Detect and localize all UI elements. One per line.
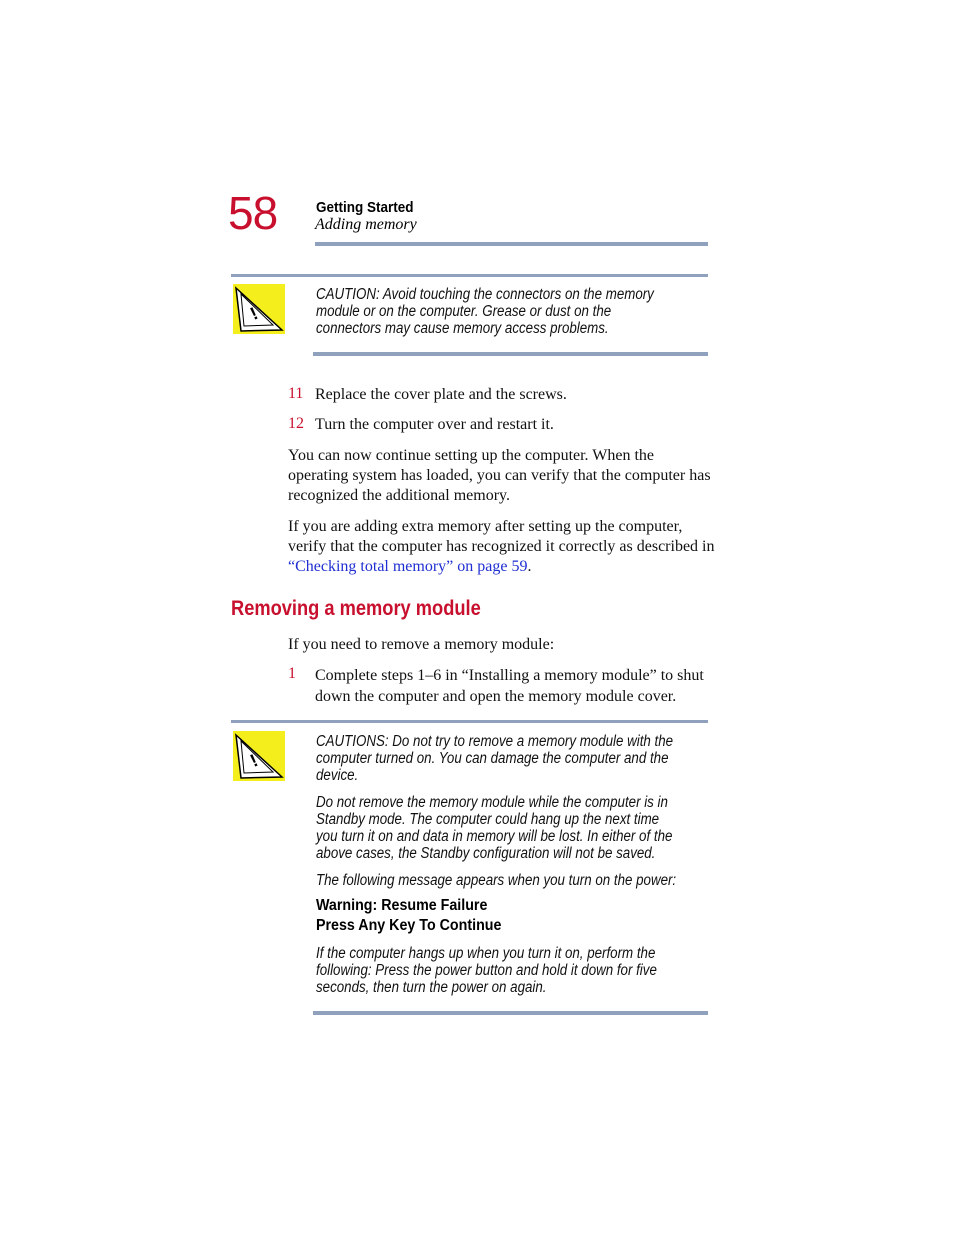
caution-top-rule [231, 274, 708, 277]
caution-line: following: Press the power button and hold it down for five [316, 962, 657, 979]
paragraph-line: recognized the additional memory. [288, 487, 510, 504]
caution-line: you turn it on and data in memory will be lost. In either of the [316, 828, 673, 845]
caution-line: above cases, the Standby configuration will not be saved. [316, 845, 656, 862]
caution-text [316, 733, 694, 784]
paragraph [288, 517, 718, 577]
paragraph [288, 446, 718, 506]
paragraph-line: You can now continue setting up the computer. When the [288, 447, 655, 464]
step-text [315, 665, 715, 707]
caution-line: device. [316, 767, 359, 784]
step-number: 12 [288, 415, 304, 432]
caution-line: Do not remove the memory module while the computer is in [316, 794, 668, 811]
paragraph-line [288, 557, 718, 577]
step-line: down the computer and open the memory module cover. [315, 688, 677, 705]
caution-bottom-rule [313, 1011, 708, 1015]
caution-line: module or on the computer. Grease or dust on the [316, 303, 612, 320]
paragraph-line: If you are adding extra memory after setting up the computer, [288, 518, 683, 535]
caution-line: computer turned on. You can damage the computer and the [316, 750, 669, 767]
cross-reference-link[interactable]: “Checking total memory” on page 59 [288, 558, 528, 575]
paragraph-line: operating system has loaded, you can verify that the computer has [288, 467, 711, 484]
svg-text:!: ! [246, 303, 261, 324]
caution-line: CAUTIONS: Do not try to remove a memory module with the [316, 733, 674, 750]
caution-line: Standby mode. The computer could hang up the next time [316, 811, 660, 828]
caution-line: connectors may cause memory access problems. [316, 320, 609, 337]
caution-bottom-rule [313, 352, 708, 356]
step-text: Replace the cover plate and the screws. [315, 386, 567, 403]
caution-top-rule [231, 720, 708, 723]
step-number: 1 [288, 665, 296, 682]
page-number: 58 [228, 187, 278, 239]
section-title: Adding memory [315, 216, 417, 233]
caution-line: seconds, then turn the power on again. [316, 979, 547, 996]
step-text: Turn the computer over and restart it. [315, 416, 554, 433]
message-line: Press Any Key To Continue [316, 917, 502, 934]
punctuation: . [527, 558, 532, 575]
caution-text [316, 286, 694, 337]
caution-line: If the computer hangs up when you turn it on, perform the [316, 945, 656, 962]
svg-text:!: ! [246, 750, 261, 771]
message-line: Warning: Resume Failure [316, 897, 488, 914]
section-heading: Removing a memory module [231, 597, 481, 620]
caution-text: The following message appears when you turn on the power: [316, 872, 677, 889]
step-item [288, 415, 304, 433]
chapter-title: Getting Started [316, 199, 414, 216]
caution-text [316, 794, 694, 862]
intro-text: If you need to remove a memory module: [288, 636, 555, 653]
caution-icon [233, 731, 285, 781]
step-number: 11 [288, 385, 304, 402]
caution-icon [233, 284, 285, 334]
step-line: Complete steps 1–6 in “Installing a memory module” to shut [315, 667, 704, 684]
paragraph-line: verify that the computer has recognized it correctly as described in [288, 538, 715, 555]
caution-text [316, 945, 694, 996]
warning-message [316, 896, 501, 936]
caution-line: CAUTION: Avoid touching the connectors on the memory [316, 286, 654, 303]
step-item [288, 385, 303, 403]
header-rule [315, 242, 708, 246]
